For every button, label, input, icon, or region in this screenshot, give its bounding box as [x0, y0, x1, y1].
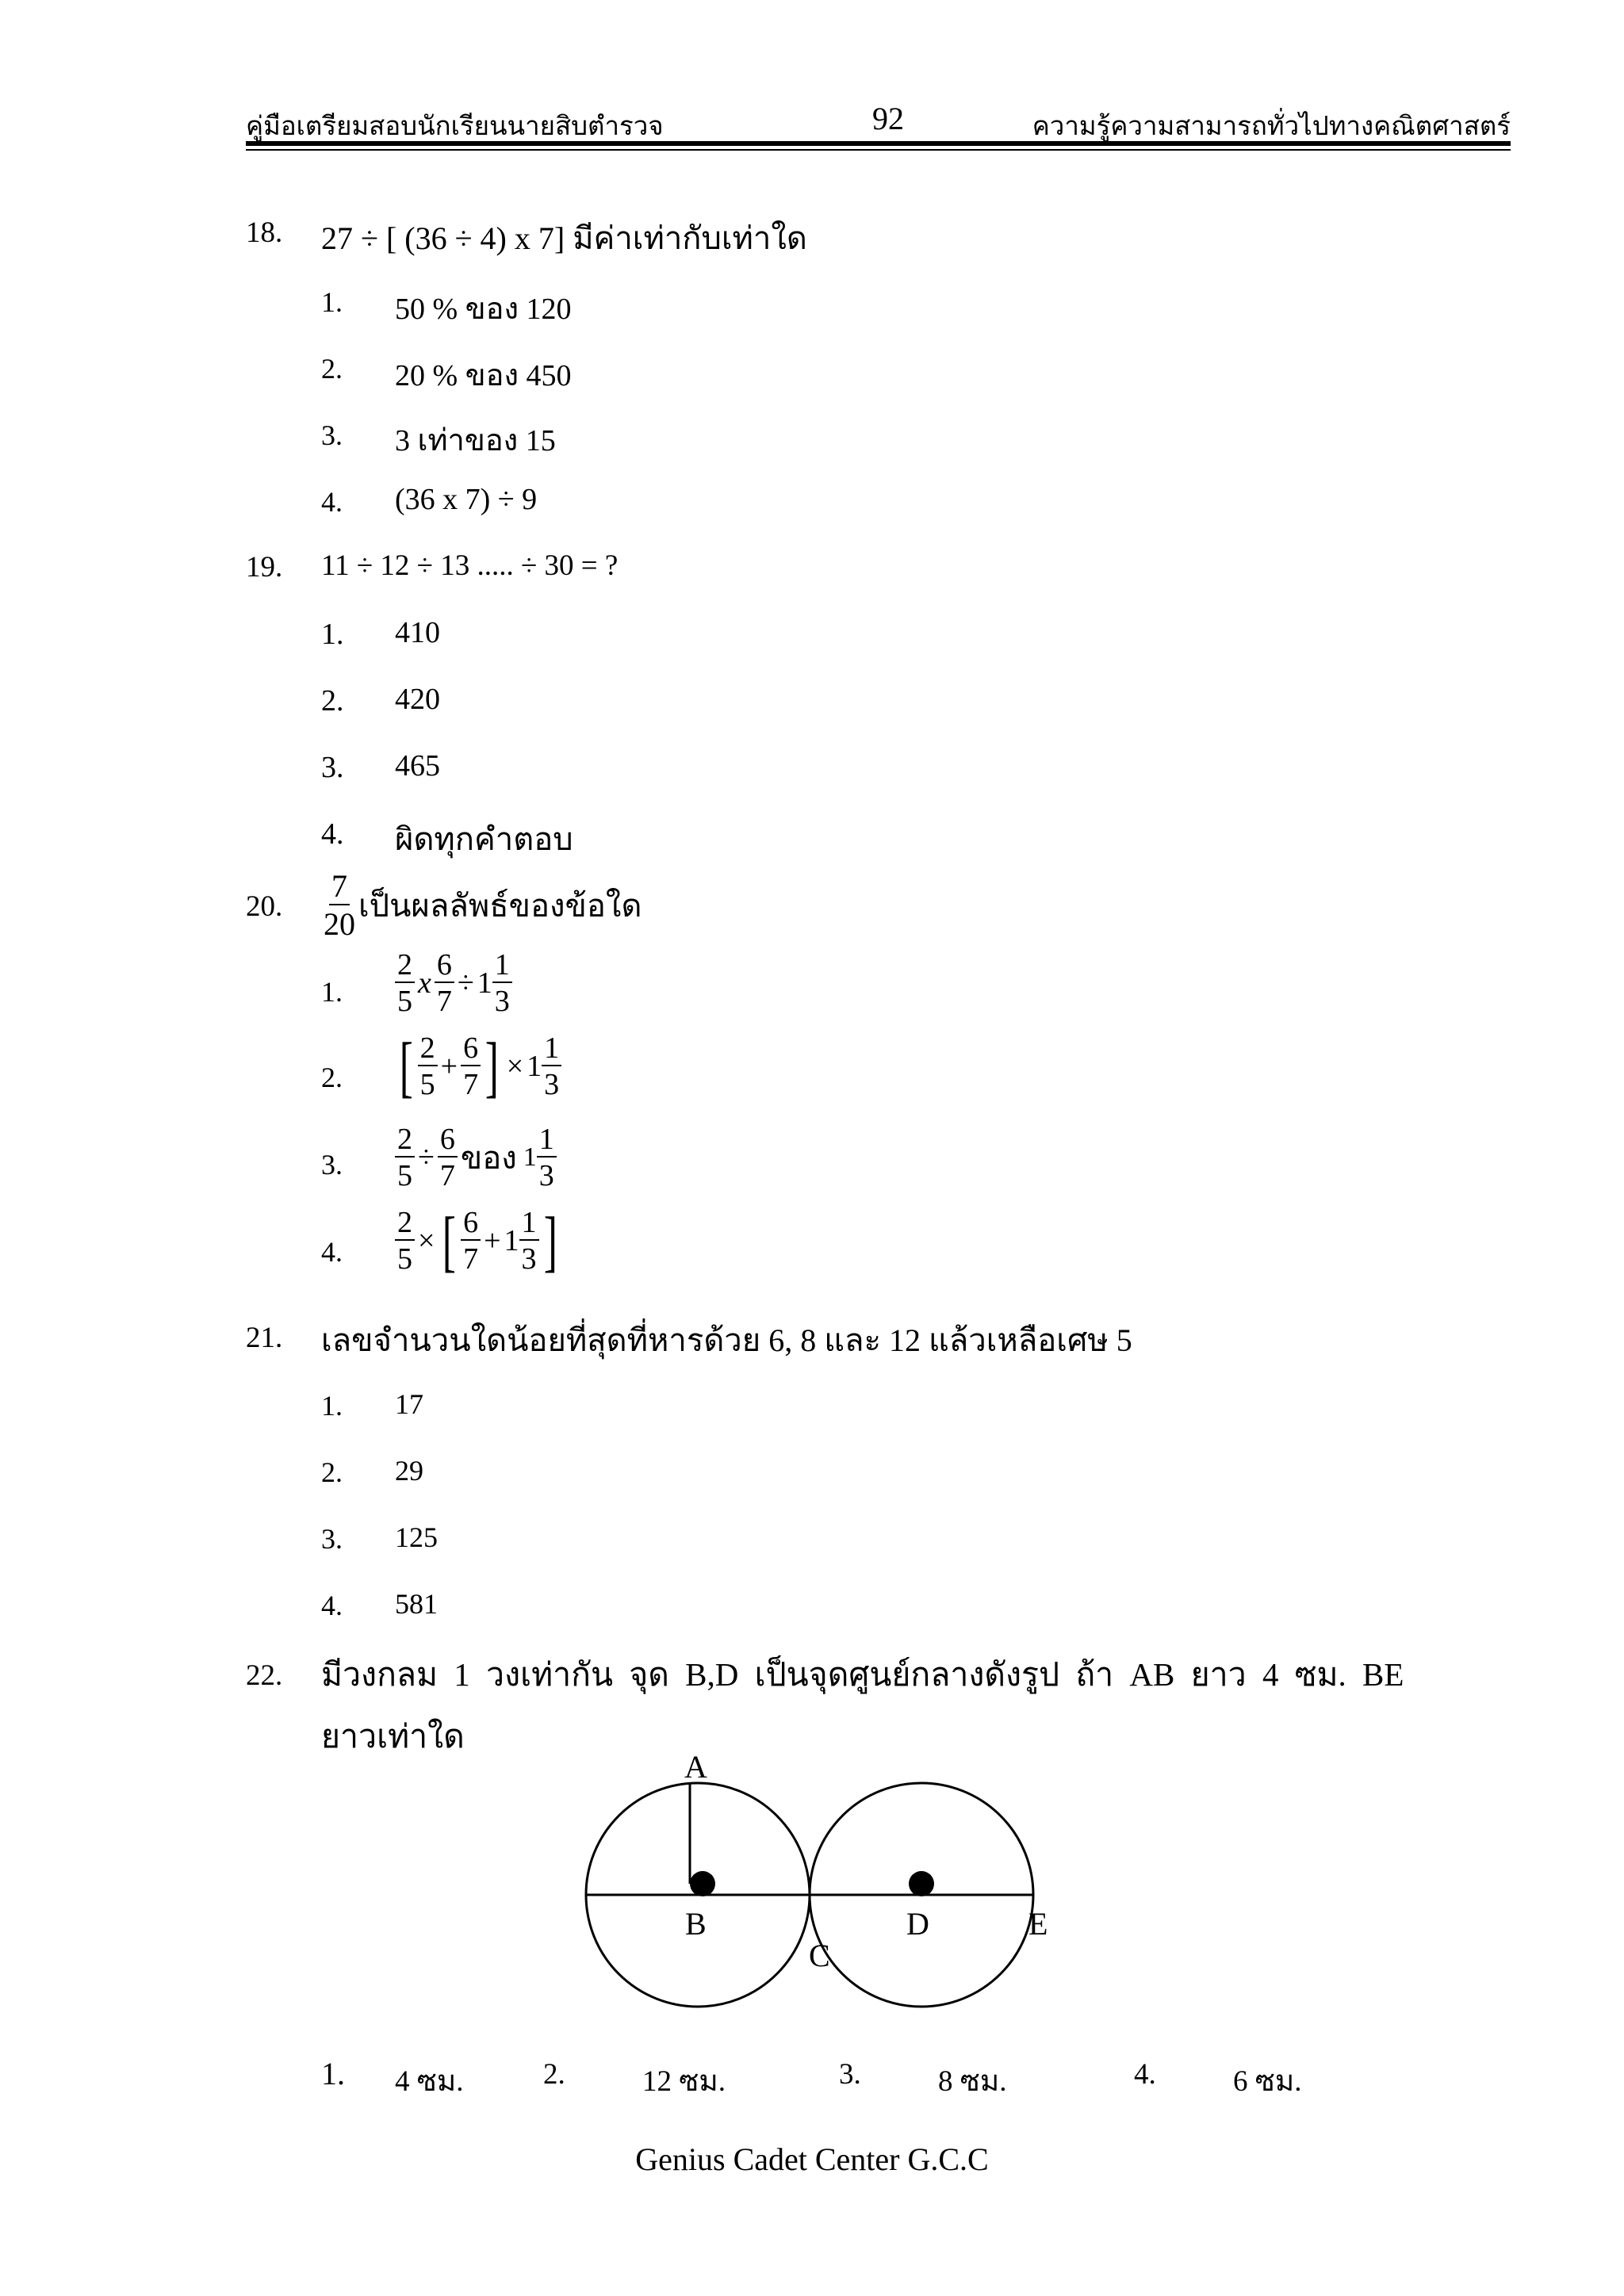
label-d: D	[906, 1906, 929, 1942]
option-expression: $\frac{2}{5}$ x $\frac{6}{7}$ ÷ 1 $\frac{1}{3}$	[395, 950, 512, 1016]
question-number: 18.	[246, 216, 283, 249]
option-text: 20 % ของ 450	[395, 359, 572, 392]
footer: Genius Cadet Center G.C.C	[635, 2141, 989, 2177]
option-text: 6 ซม.	[1233, 2065, 1302, 2098]
label-e: E	[1028, 1906, 1048, 1942]
question-text: $\frac{7}{20}$ เป็นผลลัพธ์ของข้อใด	[324, 868, 642, 942]
question-text: เลขจำนวนใดน้อยที่สุดที่หารด้วย 6, 8 และ 12 แล้วเหลือเศษ 5	[321, 1322, 1132, 1358]
header-rule-thin	[246, 149, 1511, 151]
option-number: 1.	[321, 1390, 343, 1422]
option-text: 8 ซม.	[938, 2065, 1007, 2098]
option-text: 465	[395, 749, 440, 783]
option-expression: $\frac{2}{5}$ × [ $\frac{6}{7}$ + 1 $\frac{1}{3}$ ]	[395, 1207, 561, 1275]
question-text-line1: มีวงกลม 1 วงเท่ากัน จุด B,D เป็นจุดศูนย์กลางดังรูป ถ้า AB ยาว 4 ซม. BE	[321, 1656, 1404, 1693]
option-text: 50 % ของ 120	[395, 293, 572, 326]
fraction: $\frac{7}{20}$	[324, 868, 355, 942]
header-rule-thick	[246, 141, 1511, 146]
option-text: 29	[395, 1455, 423, 1487]
question-number: 22.	[246, 1659, 283, 1692]
question-number: 21.	[246, 1322, 283, 1354]
header-left: คู่มือเตรียมสอบนักเรียนนายสิบตำรวจ	[246, 113, 664, 141]
label-b: B	[685, 1906, 707, 1942]
option-number: 3.	[321, 751, 344, 784]
option-text: 17	[395, 1388, 423, 1420]
circle-left	[586, 1783, 810, 2007]
option-text: (36 x 7) ÷ 9	[395, 483, 538, 516]
option-number: 1.	[321, 618, 344, 651]
label-c: C	[809, 1938, 830, 1973]
option-number: 2.	[321, 1456, 343, 1488]
question-text-line2: ยาวเท่าใด	[321, 1718, 465, 1755]
option-text: 581	[395, 1588, 438, 1620]
option-text: ผิดทุกคำตอบ	[395, 821, 573, 857]
circle-right	[810, 1783, 1033, 2007]
header-right: ความรู้ความสามารถทั่วไปทางคณิตศาสตร์	[1032, 113, 1511, 141]
option-text: 125	[395, 1521, 438, 1553]
option-number: 4.	[321, 486, 343, 518]
question-number: 20.	[246, 890, 283, 923]
option-number: 4.	[1134, 2058, 1156, 2091]
option-expression: [ $\frac{2}{5}$ + $\frac{6}{7}$ ] × 1 $\frac{1}{3}$	[395, 1032, 561, 1100]
option-expression: $\frac{2}{5}$ ÷ $\frac{6}{7}$ ของ 1 $\frac{1}{3}$	[395, 1124, 557, 1191]
label-a: A	[684, 1749, 707, 1785]
option-number: 1.	[321, 976, 343, 1008]
option-number: 1.	[321, 2056, 345, 2091]
option-number: 3.	[839, 2058, 861, 2091]
question-text: 11 ÷ 12 ÷ 13 ..... ÷ 30 = ?	[321, 549, 619, 582]
option-text: 3 เท่าของ 15	[395, 424, 556, 457]
option-number: 4.	[321, 1590, 343, 1621]
option-number: 1.	[321, 286, 343, 318]
option-number: 2.	[321, 1062, 343, 1093]
option-number: 4.	[321, 1236, 343, 1268]
option-number: 3.	[321, 1523, 343, 1555]
option-number: 2.	[321, 353, 343, 385]
option-number: 2.	[543, 2058, 565, 2091]
question-text: 27 ÷ [ (36 ÷ 4) x 7] มีค่าเท่ากับเท่าใด	[321, 220, 807, 256]
option-number: 3.	[321, 419, 343, 451]
option-number: 4.	[321, 817, 344, 851]
option-text: 12 ซม.	[642, 2065, 726, 2098]
option-text: 420	[395, 683, 440, 716]
page-number: 92	[872, 101, 904, 136]
center-b-dot	[690, 1871, 715, 1896]
option-text: 410	[395, 616, 440, 649]
option-number: 2.	[321, 684, 344, 718]
option-text: 4 ซม.	[395, 2065, 464, 2098]
option-number: 3.	[321, 1149, 343, 1181]
center-d-dot	[909, 1871, 934, 1896]
question-number: 19.	[246, 551, 283, 584]
